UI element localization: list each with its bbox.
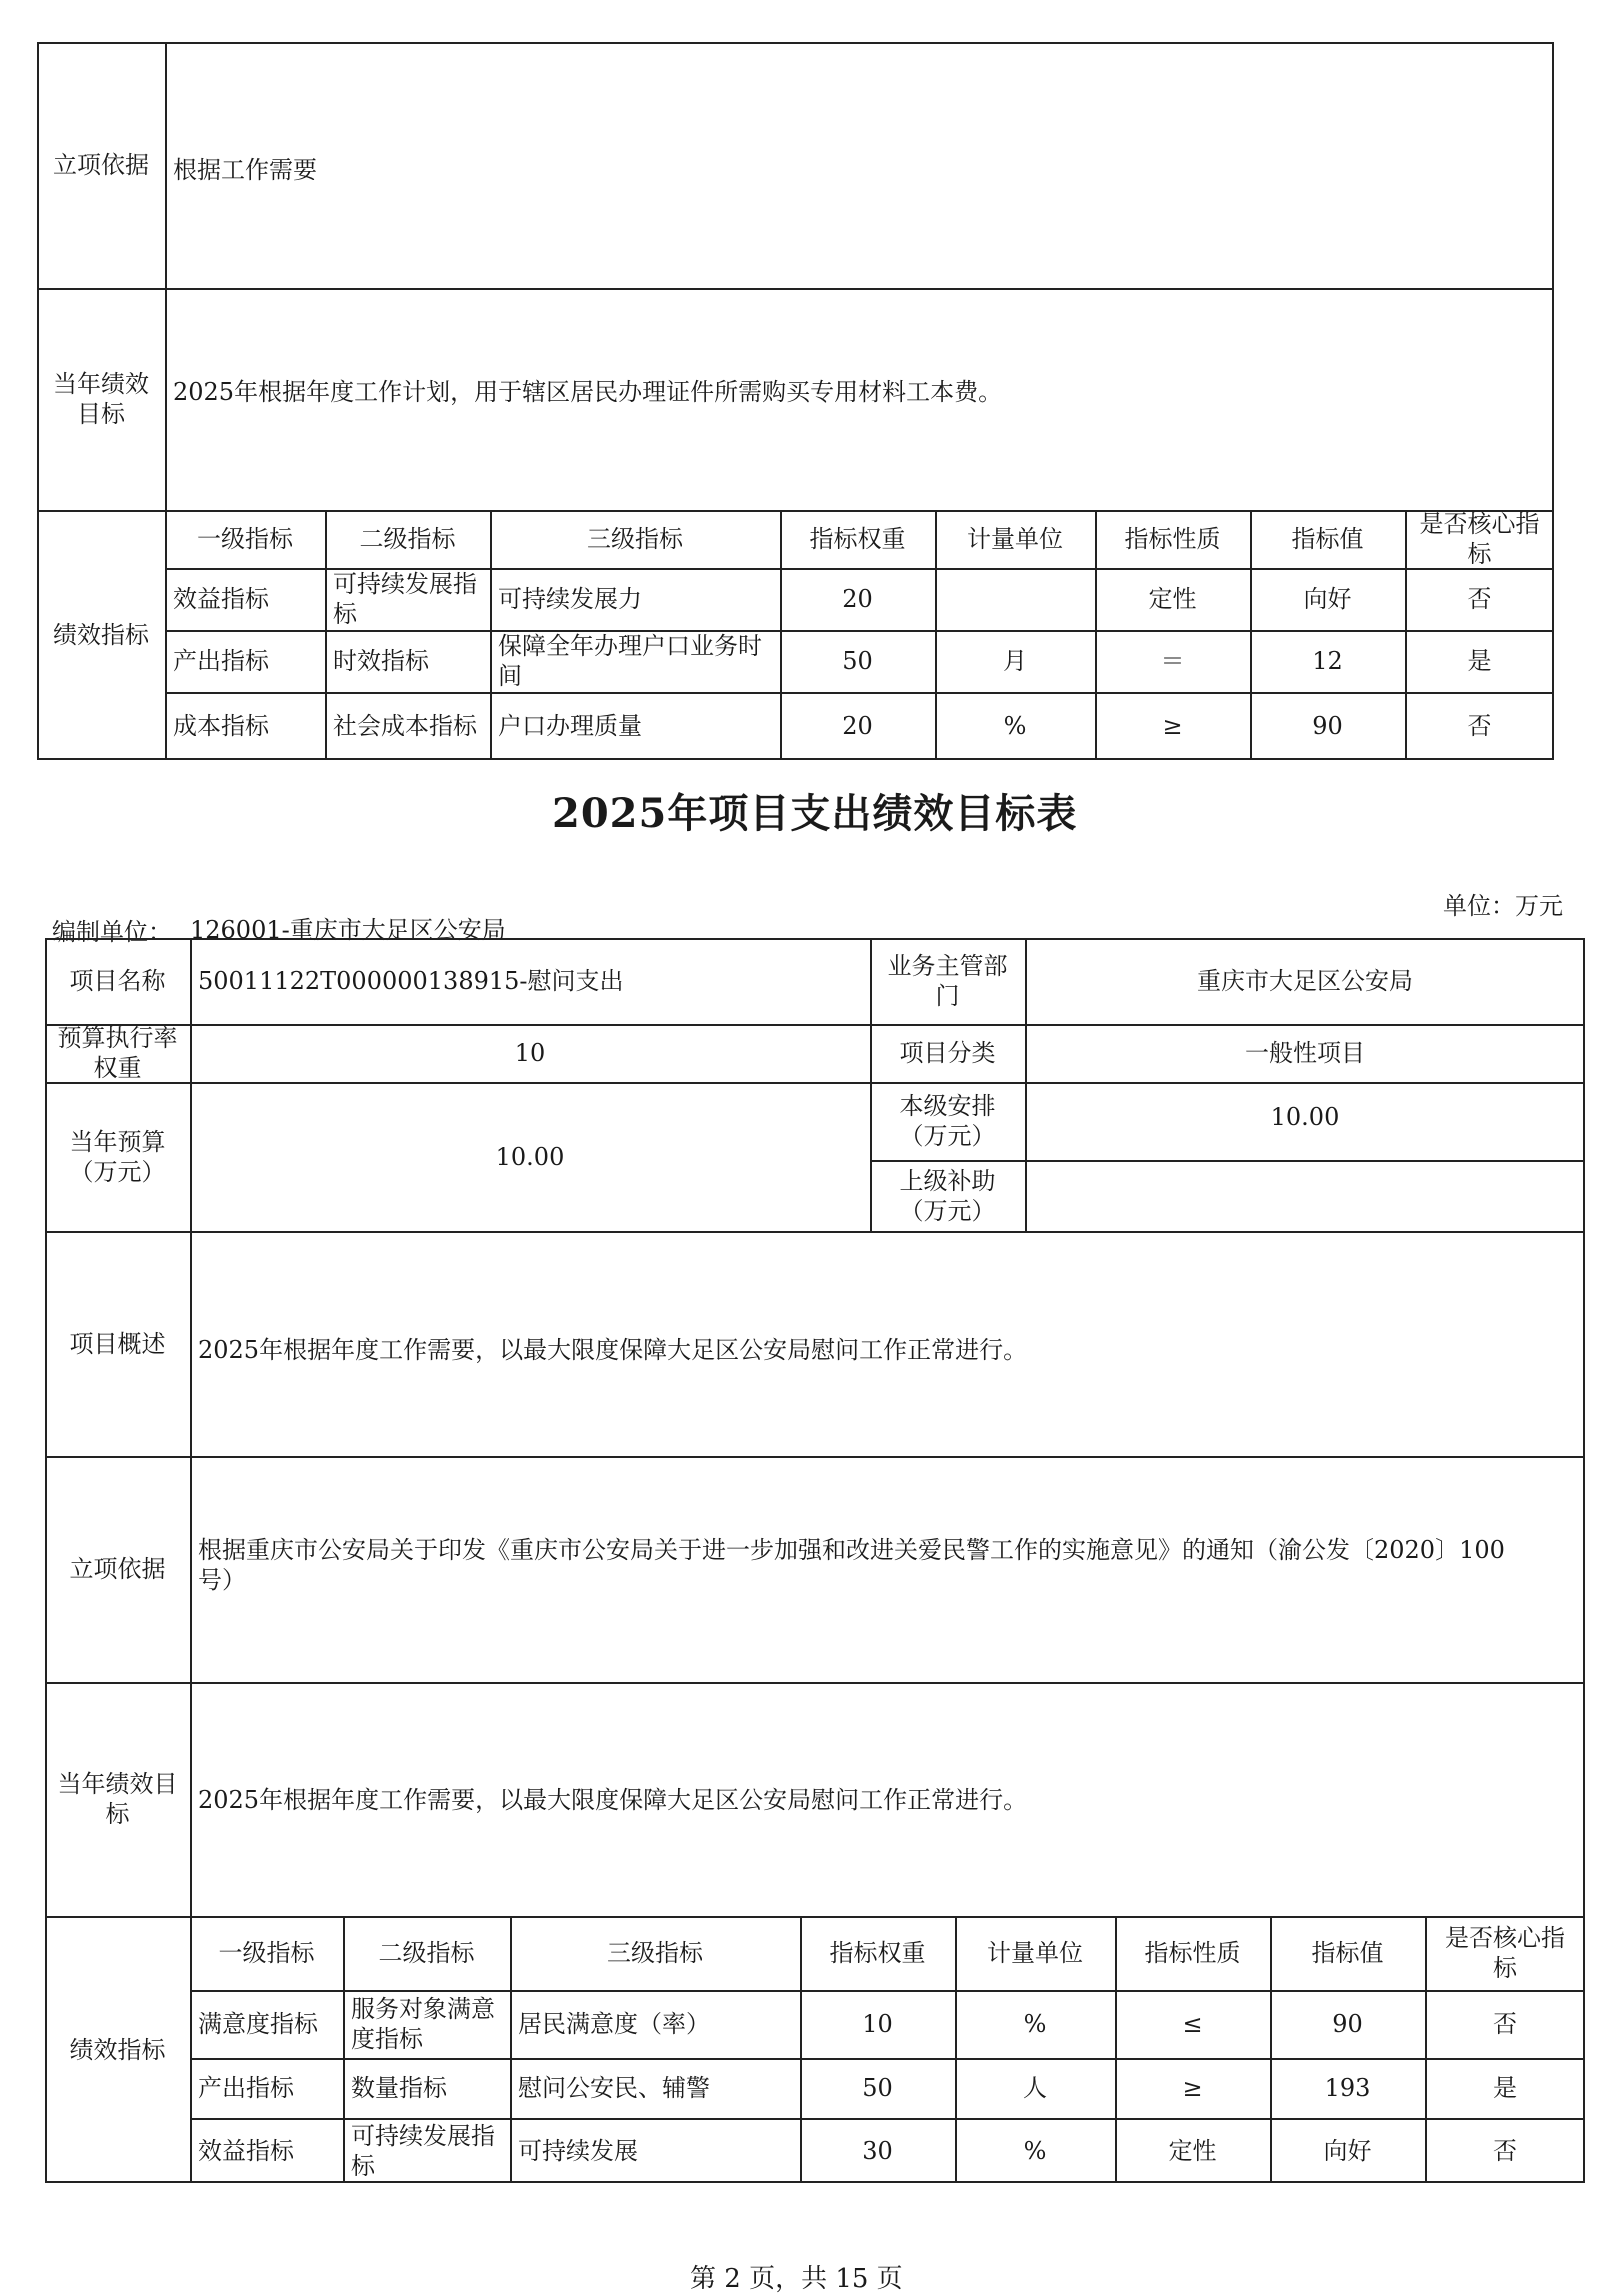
row-cell: 20 [842, 585, 873, 613]
org-value: 126001-重庆市大足区公安局 [190, 916, 506, 944]
rate-value: 10 [514, 1039, 546, 1067]
header-cell: 一级指标 [218, 1939, 315, 1967]
header-cell: 一级指标 [197, 525, 293, 553]
page-title: 2025年项目支出绩效目标表 [552, 790, 1078, 837]
row-cell: % [1003, 712, 1027, 740]
row-cell: 产出指标 [173, 647, 269, 675]
header-cell: 二级指标 [378, 1939, 475, 1967]
row-cell: ≥ [1182, 2074, 1203, 2102]
row-cell: 效益指标 [198, 2136, 294, 2165]
row-cell: 可持续发展指标 [351, 2121, 495, 2180]
row-cell: 满意度指标 [198, 2010, 318, 2038]
row-cell: % [1023, 2136, 1047, 2165]
local-value: 10.00 [1270, 1103, 1340, 1131]
goal-label: 当年绩效目标 [57, 1770, 178, 1828]
top-goal-label: 当年绩效目标 [53, 370, 149, 428]
top-basis-text: 根据工作需要 [173, 156, 317, 184]
row-cell: 慰问公安民、辅警 [518, 2074, 710, 2102]
header-cell: 计量单位 [987, 1939, 1083, 1967]
header-cell: 三级指标 [587, 525, 683, 553]
header-cell: 计量单位 [967, 525, 1063, 553]
basis-text: 根据重庆市公安局关于印发《重庆市公安局关于进一步加强和改进关爱民警工作的实施意见》的通知（渝公发〔2020〕100号） [198, 1536, 1505, 1594]
row-cell: 30 [862, 2136, 893, 2165]
project-name-label: 项目名称 [69, 967, 166, 995]
row-cell: 人 [1023, 2074, 1047, 2102]
top-perf-label: 绩效指标 [53, 621, 149, 649]
top-basis-label: 立项依据 [53, 151, 149, 179]
header-cell: 三级指标 [607, 1939, 703, 1967]
row-cell: 否 [1493, 2136, 1517, 2165]
budget-label: 当年预算（万元） [69, 1127, 166, 1186]
unit-note: 单位：万元 [1443, 892, 1563, 920]
row-cell: 时效指标 [333, 647, 429, 675]
row-cell: 50 [862, 2074, 893, 2102]
header-cell: 二级指标 [359, 525, 456, 553]
row-cell: 193 [1324, 2074, 1371, 2102]
row-cell: 产出指标 [198, 2074, 294, 2102]
dept-label: 业务主管部门 [887, 952, 1008, 1010]
row-cell: 否 [1493, 2010, 1517, 2038]
row-cell: 社会成本指标 [333, 712, 477, 740]
header-cell: 指标权重 [829, 1939, 926, 1967]
overview-text: 2025年根据年度工作需要，以最大限度保障大足区公安局慰问工作正常进行。 [198, 1336, 1028, 1364]
row-cell: 是 [1467, 647, 1492, 675]
category-value: 一般性项目 [1245, 1039, 1365, 1067]
header-cell: 是否核心指标 [1419, 510, 1540, 568]
row-cell: 50 [842, 647, 873, 675]
row-cell: ≤ [1182, 2010, 1203, 2038]
row-cell: 居民满意度（率） [518, 2010, 710, 2038]
category-label: 项目分类 [899, 1039, 996, 1067]
row-cell: 向好 [1303, 585, 1352, 613]
dept-value: 重庆市大足区公安局 [1197, 967, 1413, 995]
header-cell: 是否核心指标 [1445, 1924, 1565, 1982]
row-cell: 户口办理质量 [498, 712, 642, 740]
row-cell: 向好 [1323, 2136, 1372, 2165]
rate-label: 预算执行率权重 [57, 1024, 178, 1082]
row-cell: 服务对象满意度指标 [351, 1995, 495, 2053]
row-cell: 定性 [1168, 2136, 1217, 2165]
row-cell: ＝ [1160, 647, 1185, 675]
header-cell: 指标性质 [1124, 525, 1221, 553]
project-name-value: 50011122T000000138915-慰问支出 [198, 967, 624, 995]
top-goal-text: 2025年根据年度工作计划，用于辖区居民办理证件所需购买专用材料工本费。 [173, 378, 1003, 406]
overview-label: 项目概述 [69, 1329, 166, 1358]
header-cell: 指标性质 [1144, 1939, 1241, 1967]
page-footer: 第 2 页，共 15 页 [690, 2264, 903, 2294]
row-cell: 可持续发展力 [498, 585, 642, 613]
row-cell: 90 [1332, 2010, 1363, 2038]
subsidy-label: 上级补助（万元） [899, 1166, 996, 1225]
row-cell: 效益指标 [173, 585, 269, 613]
row-cell: 可持续发展 [518, 2136, 638, 2165]
budget-value: 10.00 [495, 1142, 565, 1171]
header-cell: 指标权重 [809, 525, 906, 553]
row-cell: 否 [1467, 712, 1492, 740]
goal-text: 2025年根据年度工作需要，以最大限度保障大足区公安局慰问工作正常进行。 [198, 1786, 1028, 1814]
row-cell: 成本指标 [173, 712, 269, 740]
row-cell: 12 [1312, 647, 1343, 675]
row-cell: 10 [862, 2010, 893, 2038]
row-cell: 是 [1493, 2074, 1517, 2102]
row-cell: % [1023, 2010, 1047, 2038]
perf-label: 绩效指标 [69, 2035, 166, 2064]
row-cell: 数量指标 [351, 2074, 447, 2102]
basis-label: 立项依据 [69, 1555, 166, 1583]
local-label: 本级安排（万元） [899, 1092, 996, 1150]
row-cell: ≥ [1162, 712, 1183, 740]
header-cell: 指标值 [1311, 1939, 1384, 1967]
row-cell: 90 [1312, 712, 1343, 740]
row-cell: 定性 [1148, 585, 1197, 613]
header-cell: 指标值 [1291, 525, 1364, 553]
row-cell: 否 [1467, 585, 1492, 613]
row-cell: 月 [1003, 647, 1027, 675]
row-cell: 保障全年办理户口业务时间 [498, 632, 762, 690]
row-cell [935, 568, 1095, 630]
subsidy-value [1025, 1160, 1585, 1231]
row-cell: 20 [842, 712, 873, 740]
org-label: 编制单位： [52, 918, 172, 946]
row-cell: 可持续发展指标 [333, 570, 477, 628]
